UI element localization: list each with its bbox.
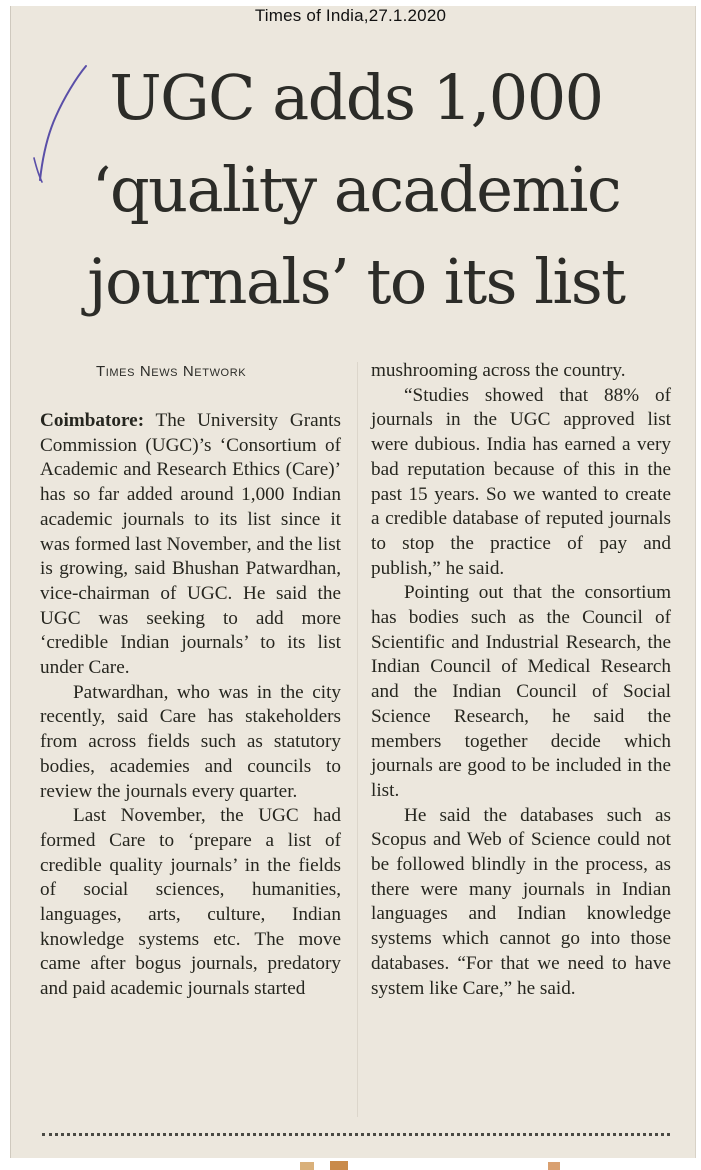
column-separator: [357, 362, 358, 1117]
dateline: Coimbatore:: [40, 410, 145, 431]
paragraph: He said the databases such as Scopus and Web of Science could not be followed blindly in the process, as there were many journals in Indian languages and Indian knowledge systems which cannot go into those databases. “For that we need to have system like Care,” he said.: [371, 804, 671, 999]
paragraph: Pointing out that the consortium has bodies such as the Council of Scientific and Industrial Research, the Indian Council of Medical Research and the Indian Council of Social Science Research, he said the members together decide which journals are good to be included in the list.: [371, 582, 671, 801]
paragraph: “Studies showed that 88% of journals in the UGC approved list were dubious. India has earned a very bad reputation because of this in the past 15 years. So we wanted to create a credible database of reputed journals to stop the practice of pay and publish,” he said.: [371, 384, 671, 579]
byline: Times News Network: [96, 363, 247, 380]
paragraph: Patwardhan, who was in the city recently, said Care has stakeholders from across fields such as statutory bodies, academies and councils to review the journals every quarter.: [40, 681, 341, 802]
article-column-left: [40, 409, 341, 1002]
print-bleed: [0, 1158, 701, 1170]
paragraph: mushrooming across the country.: [371, 360, 626, 381]
paragraph-text: The University Grants Commission (UGC)’s ‘Consortium of Academic and Research Ethics (Care)’ has so far added around 1,000 Indian academic journals to its list since it was formed last November, and the list is growing, said Bhushan Patwardhan, vice-chairman of UGC. He said the UGC was seeking to add more ‘credible Indian journals’ to its list under Care.: [40, 410, 341, 679]
source-caption: Times of India,27.1.2020: [254, 6, 447, 25]
headline: UGC adds 1,000 ‘quality academic journals’ to its list: [87, 61, 625, 318]
article-column-right: [371, 359, 671, 1001]
paragraph: Last November, the UGC had formed Care to ‘prepare a list of credible quality journals’ in the fields of social sciences, humanities, languages, arts, culture, Indian knowledge systems etc. The move came after bogus journals, predatory and paid academic journals started: [40, 805, 341, 1000]
dotted-rule: [42, 1133, 670, 1136]
paragraph: [40, 409, 341, 681]
